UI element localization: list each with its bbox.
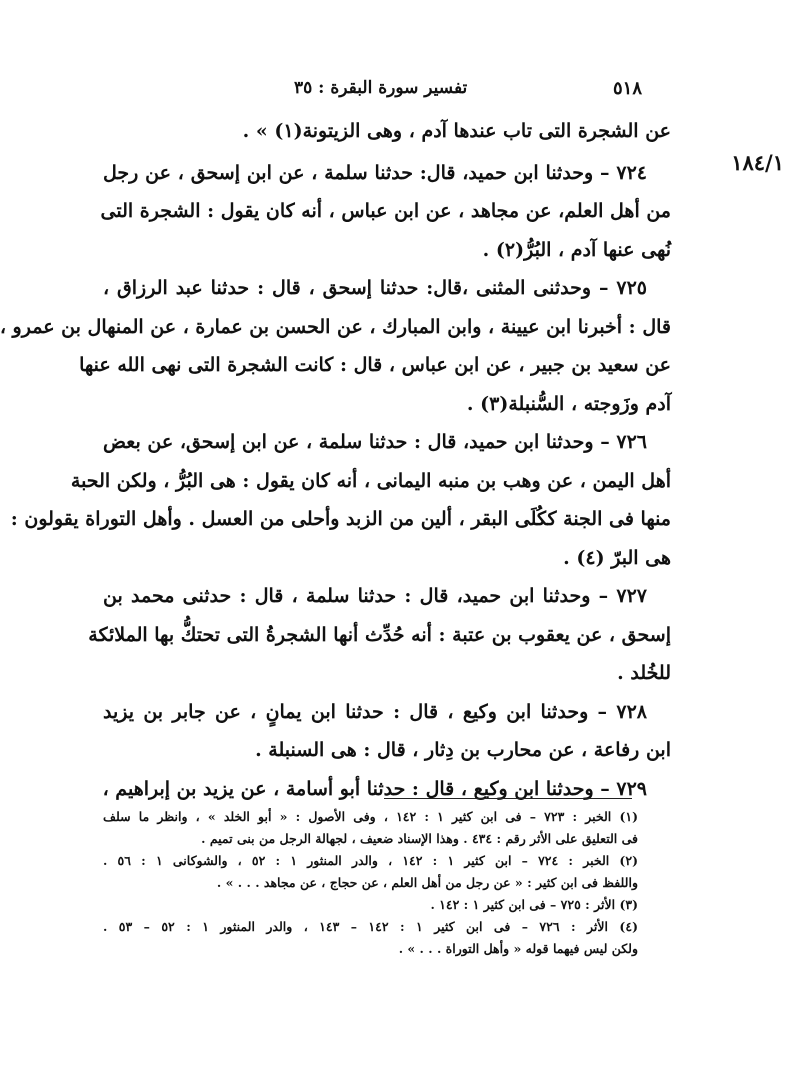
text-line: ٧٢٨ – وحدثنا ابن وكيع ، قال : حدثنا ابن يمانٍ ، عن جابر بن يزيد bbox=[103, 700, 647, 723]
running-title: تفسير سورة البقرة : ٣٥ bbox=[294, 78, 468, 98]
text-line: ابن رفاعة ، عن محارب بن دِثار ، قال : هى السنبلة . bbox=[255, 739, 671, 761]
text-line: للخُلد . bbox=[617, 662, 671, 684]
text-line: آدم وزَوجته ، السُّنبلة(٣) . bbox=[466, 392, 671, 415]
footnote-line: فى التعليق على الأثر رقم : ٤٣٤ . وهذا الإسناد ضعيف ، لجهالة الرجل من بنى تميم . bbox=[201, 831, 638, 846]
footnote-line: (٣) الأثر : ٧٢٥ – فى ابن كثير ١ : ١٤٢ . bbox=[430, 897, 638, 912]
footnote-line: (١) الخبر : ٧٢٣ – فى ابن كثير ١ : ١٤٢ ، وفى الأصول : « أبو الخلد » ، وانظر ما سلف bbox=[103, 809, 638, 824]
body-text bbox=[0, 112, 671, 808]
footnote-line: (٢) الخبر : ٧٢٤ – ابن كثير ١ : ١٤٢ ، والدر المنثور ١ : ٥٢ ، والشوكانى ١ : ٥٦ . bbox=[103, 853, 638, 868]
text-line: إسحق ، عن يعقوب بن عتبة : أنه حُدِّث أنها الشجرةُ التى تحتكُّ بها الملائكة bbox=[88, 623, 671, 646]
text-line: عن سعيد بن جبير ، عن ابن عباس ، قال : كانت الشجرة التى نهى الله عنها bbox=[79, 354, 671, 376]
text-line: هى البرّ (٤) . bbox=[563, 546, 671, 569]
text-line: منها فى الجنة ككُلَى البقر ، ألين من الزبد وأحلى من العسل . وأهل التوراة يقولون : bbox=[10, 508, 671, 530]
footnote-line: ولكن ليس فيهما قوله « وأهل التوراة . . . » . bbox=[398, 941, 638, 956]
footnotes bbox=[103, 806, 638, 960]
text-line: نُهى عنها آدم ، البُرُّ(٢) . bbox=[482, 238, 671, 261]
text-line: ٧٢٦ – وحدثنا ابن حميد، قال : حدثنا سلمة ، عن ابن إسحق، عن بعض bbox=[103, 431, 647, 453]
text-line: ٧٢٤ – وحدثنا ابن حميد، قال: حدثنا سلمة ، عن ابن إسحق ، عن رجل bbox=[103, 161, 647, 184]
text-line: ٧٢٩ – وحدثنا ابن وكيع ، قال : حدثنا أبو أسامة ، عن يزيد بن إبراهيم ، bbox=[102, 777, 647, 800]
text-line: ٧٢٥ – وحدثنى المثنى ،قال: حدثنا إسحق ، قال : حدثنا عبد الرزاق ، bbox=[103, 277, 647, 299]
text-line: قال : أخبرنا ابن عيينة ، وابن المبارك ، عن الحسن بن عمارة ، عن المنهال بن عمرو ، bbox=[0, 315, 671, 338]
footnote-line: واللفظ فى ابن كثير : « عن رجل من أهل العلم ، عن حجاج ، عن مجاهد . . . » . bbox=[216, 875, 638, 890]
footnote-separator-rule bbox=[384, 798, 632, 799]
text-line: ٧٢٧ – وحدثنا ابن حميد، قال : حدثنا سلمة ، قال : حدثنى محمد بن bbox=[103, 585, 647, 607]
text-line: عن الشجرة التى تاب عندها آدم ، وهى الزيتونة(١) » . bbox=[242, 120, 671, 142]
text-line: أهل اليمن ، عن وهب بن منبه اليمانى ، أنه كان يقول : هى البُرُّ ، ولكن الحبة bbox=[70, 469, 671, 492]
page-header bbox=[68, 78, 794, 104]
text-line: من أهل العلم، عن مجاهد ، عن ابن عباس ، أنه كان يقول : الشجرة التى bbox=[100, 200, 671, 222]
margin-volume-page-reference: ١٨٤/١ bbox=[731, 150, 784, 175]
page-number: ٥١٨ bbox=[612, 78, 642, 99]
footnote-line: (٤) الأثر : ٧٢٦ – فى ابن كثير ١ : ١٤٢ – ١٤٣ ، والدر المنثور ١ : ٥٢ – ٥٣ . bbox=[103, 919, 638, 934]
